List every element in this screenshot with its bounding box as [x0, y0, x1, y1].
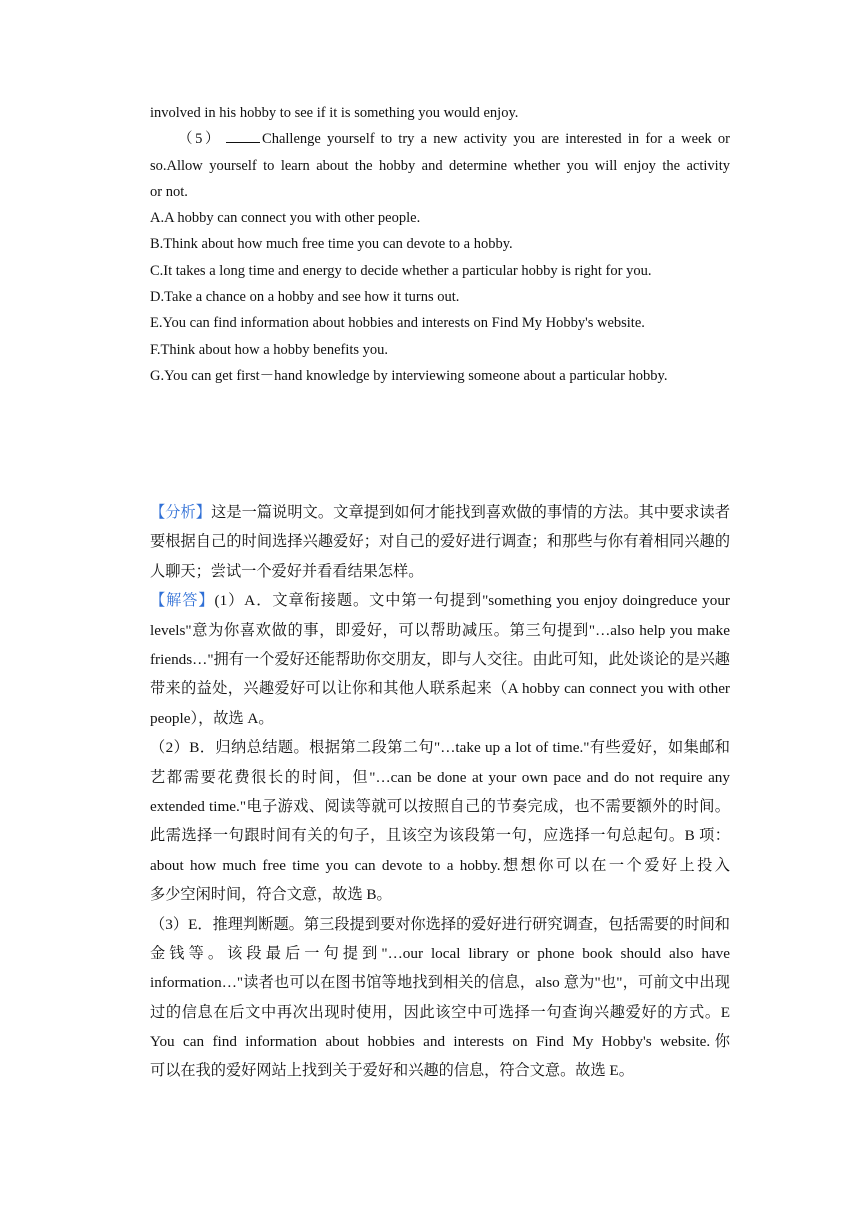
answer-line-10: about how much free time you can devote to a hobby.想想你可以在一个爱好上投入 — [150, 856, 730, 874]
answer-line-13: 金钱等。该段最后一句提到"…our local library or phone book should also have — [150, 944, 730, 962]
question-5-text: Challenge yourself to try a new activity you are interested in for a week or — [262, 131, 730, 148]
option-d: D.Take a chance on a hobby and see how it turns out. — [150, 289, 460, 306]
analysis-line-3: 人聊天；尝试一个爱好并看看结果怎样。 — [150, 562, 424, 580]
analysis-section — [150, 498, 730, 1086]
answer-line-12: （3）E．推理判断题。第三段提到要对你选择的爱好进行研究调查，包括需要的时间和 — [150, 915, 730, 933]
answer-label: 【解答】 — [150, 592, 215, 610]
option-g: G.You can get first－hand knowledge by interviewing someone about a particular hobby. — [150, 367, 668, 384]
answer-line-5: people），故选 A。 — [150, 709, 274, 727]
answer-line-2: levels"意为你喜欢做的事，即爱好，可以帮助减压。第三句提到"…also help you make — [150, 621, 730, 639]
answer-line-11: 多少空闲时间，符合文意，故选 B。 — [150, 886, 392, 904]
question-5-line-3: or not. — [150, 183, 188, 200]
option-a: A.A hobby can connect you with other people. — [150, 210, 421, 227]
answer-line-9: 此需选择一句跟时间有关的句子，且该空为该段第一句，应选择一句总起句。B 项： — [150, 827, 730, 845]
answer-line-1: 【解答】(1）A．文章衔接题。文中第一句提到"something you enjoy doingreduce your — [150, 592, 730, 610]
analysis-label: 【分析】 — [150, 504, 212, 521]
analysis-line-1: 【分析】这是一篇说明文。文章提到如何才能找到喜欢做的事情的方法。其中要求读者 — [150, 504, 730, 521]
option-c: C.It takes a long time and energy to decide whether a particular hobby is right for you. — [150, 262, 652, 279]
option-f: F.Think about how a hobby benefits you. — [150, 341, 389, 358]
answer-blank — [226, 130, 260, 143]
answer-line-17: 可以在我的爱好网站上找到关于爱好和兴趣的信息，符合文意。故选 E。 — [150, 1062, 634, 1080]
question-5-line-1 — [150, 126, 730, 152]
answer-line-8: extended time."电子游戏、阅读等就可以按照自己的节奏完成，也不需要额外的时间。 — [150, 797, 730, 815]
answer-line-15: 过的信息在后文中再次出现时使用，因此该空中可选择一句查询兴趣爱好的方式。E — [150, 1003, 730, 1021]
answer-line-7: 艺都需要花费很长的时间，但"…can be done at your own pace and do not require any — [150, 768, 730, 786]
analysis-line-2: 要根据自己的时间选择兴趣爱好；对自己的爱好进行调查；和那些与你有着相同兴趣的 — [150, 533, 730, 551]
answer-line-14: information…"读者也可以在图书馆等地找到相关的信息，also 意为"也"，可前文中出现 — [150, 974, 730, 992]
option-b: B.Think about how much free time you can devote to a hobby. — [150, 236, 513, 253]
answer-line-4: 带来的益处，兴趣爱好可以让你和其他人联系起来（A hobby can connect you with other — [150, 680, 730, 698]
option-e: E.You can find information about hobbies and interests on Find My Hobby's website. — [150, 315, 645, 332]
question-5-number: （5） — [178, 131, 223, 148]
answer-line-3: friends…"拥有一个爱好还能帮助你交朋友，即与人交往。由此可知，此处谈论的是兴趣 — [150, 650, 730, 668]
answer-line-16: You can find information about hobbies and interests on Find My Hobby's website.你 — [150, 1033, 730, 1051]
answer-line-6: （2）B．归纳总结题。根据第二段第二句"…take up a lot of time."有些爱好，如集邮和 — [150, 739, 730, 757]
previous-paragraph-line: involved in his hobby to see if it is something you would enjoy. — [150, 105, 519, 121]
question-section — [150, 100, 730, 389]
question-5-line-2: so.Allow yourself to learn about the hobby and determine whether you will enjoy the activity — [150, 157, 730, 174]
